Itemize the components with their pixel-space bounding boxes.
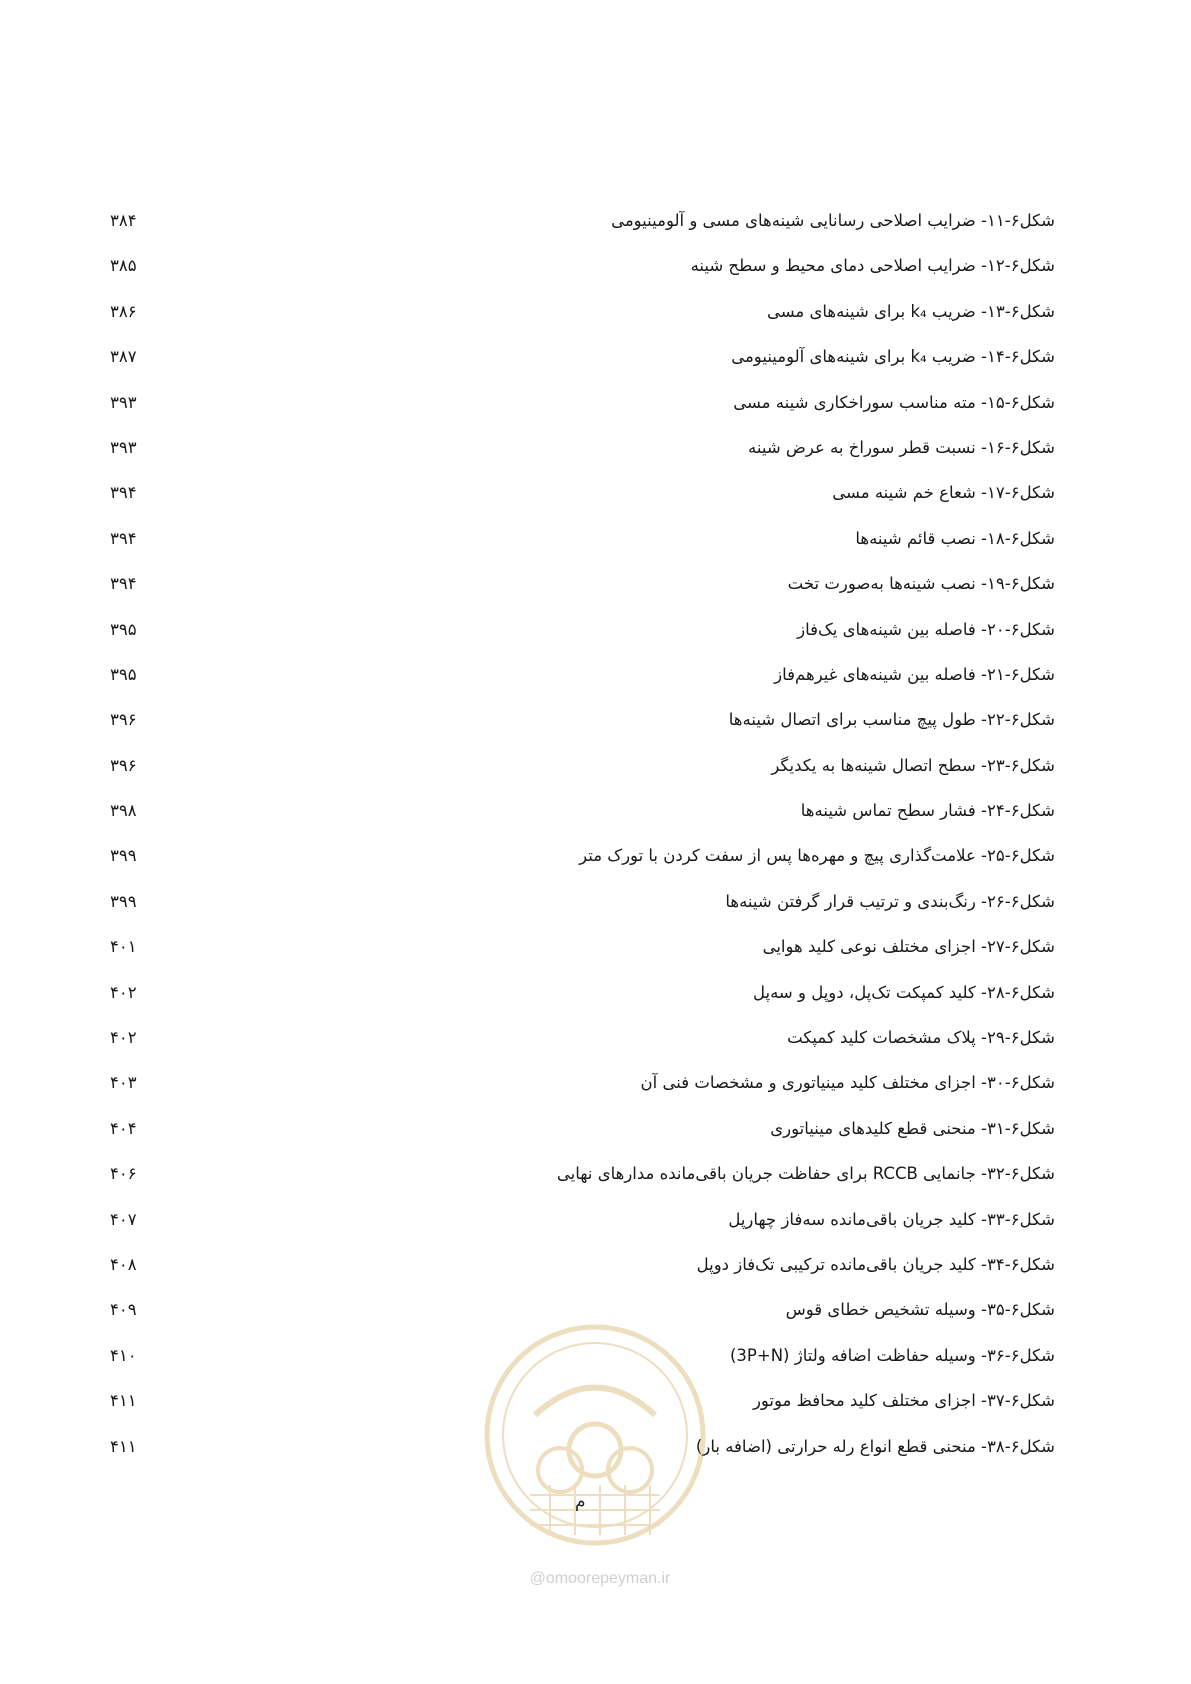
toc-caption: شکل۶-۲۱- فاصله بین شینه‌های غیرهم‌فاز <box>774 664 1055 684</box>
toc-caption: شکل۶-۳۷- اجزای مختلف کلید محافظ موتور <box>752 1391 1055 1411</box>
watermark-text: @omoorepeyman.ir <box>529 1570 671 1587</box>
toc-page-number: ۳۹۳ <box>110 437 137 457</box>
toc-entry <box>110 1209 1055 1254</box>
toc-caption: شکل۶-۱۸- نصب قائم شینه‌ها <box>855 528 1055 548</box>
toc-caption: شکل۶-۲۷- اجزای مختلف نوعی کلید هوایی <box>762 937 1055 957</box>
page-number: م <box>575 1492 586 1512</box>
toc-caption: شکل۶-۲۸- کلید کمپکت تک‌پل، دوپل و سه‌پل <box>753 982 1055 1002</box>
toc-page-number: ۴۰۲ <box>110 982 137 1002</box>
toc-caption: شکل۶-۱۱- ضرایب اصلاحی رسانایی شینه‌های مسی و آلومینیومی <box>611 211 1055 230</box>
toc-page-number: ۴۰۶ <box>110 1164 137 1184</box>
toc-page-number: ۳۹۴ <box>110 483 137 503</box>
toc-entry <box>110 1072 1055 1117</box>
toc-entry <box>110 709 1055 754</box>
toc-caption: شکل۶-۲۰- فاصله بین شینه‌های یک‌فاز <box>797 619 1055 639</box>
toc-entry <box>110 255 1055 300</box>
toc-entry <box>110 528 1055 573</box>
toc-page-number: ۴۱۱ <box>110 1391 137 1411</box>
toc-caption: شکل۶-۲۶- رنگ‌بندی و ترتیب قرار گرفتن شینه‌ها <box>725 891 1055 911</box>
toc-caption: شکل۶-۳۰- اجزای مختلف کلید مینیاتوری و مشخصات فنی آن <box>640 1073 1055 1093</box>
toc-page-number: ۳۸۶ <box>110 301 137 321</box>
toc-caption: شکل۶-۳۱- منحنی قطع کلیدهای مینیاتوری <box>770 1118 1055 1138</box>
toc-page-number: ۳۹۳ <box>110 392 137 412</box>
toc-page-number: ۳۸۵ <box>110 256 137 276</box>
toc-entry <box>110 210 1055 255</box>
toc-page-number: ۴۰۳ <box>110 1073 137 1093</box>
toc-caption: شکل۶-۲۹- پلاک مشخصات کلید کمپکت <box>787 1028 1055 1048</box>
toc-caption: شکل۶-۳۸- منحنی قطع انواع رله حرارتی (اضافه بار) <box>695 1436 1055 1456</box>
toc-page-number: ۳۹۹ <box>110 891 137 911</box>
toc-entry <box>110 891 1055 936</box>
toc-caption: شکل۶-۳۲- جانمایی RCCB برای حفاظت جریان باقی‌مانده مدارهای نهایی <box>556 1164 1055 1184</box>
toc-caption: شکل۶-۲۴- فشار سطح تماس شینه‌ها <box>800 801 1055 821</box>
toc-entry <box>110 1163 1055 1208</box>
toc-caption: شکل۶-۲۵- علامت‌گذاری پیچ و مهره‌ها پس از سفت کردن با تورک متر <box>579 846 1055 866</box>
toc-entry <box>110 845 1055 890</box>
toc-page-number: ۳۹۵ <box>110 664 137 684</box>
toc-caption: شکل۶-۱۹- نصب شینه‌ها به‌صورت تخت <box>787 574 1055 594</box>
toc-entry <box>110 346 1055 391</box>
toc-caption: شکل۶-۱۵- مته مناسب سوراخکاری شینه مسی <box>733 392 1055 412</box>
toc-caption: شکل۶-۳۵- وسیله تشخیص خطای قوس <box>785 1300 1055 1320</box>
toc-page-number: ۴۰۷ <box>110 1209 137 1229</box>
list-of-figures <box>110 210 1055 1481</box>
toc-entry <box>110 800 1055 845</box>
toc-page-number: ۳۹۶ <box>110 755 137 775</box>
toc-page-number: ۳۹۴ <box>110 528 137 548</box>
toc-page-number: ۳۹۴ <box>110 574 137 594</box>
toc-caption: شکل۶-۳۶- وسیله حفاظت اضافه ولتاژ (3P+N) <box>729 1345 1055 1365</box>
toc-entry <box>110 392 1055 437</box>
toc-entry <box>110 936 1055 981</box>
toc-caption: شکل۶-۱۳- ضریب k₄ برای شینه‌های مسی <box>766 301 1055 321</box>
toc-entry <box>110 1254 1055 1299</box>
toc-page-number: ۴۱۱ <box>110 1436 137 1456</box>
toc-page-number: ۳۸۷ <box>110 347 137 367</box>
toc-page-number: ۳۹۸ <box>110 801 137 821</box>
toc-caption: شکل۶-۱۷- شعاع خم شینه مسی <box>832 483 1055 503</box>
toc-entry <box>110 437 1055 482</box>
toc-caption: شکل۶-۳۴- کلید جریان باقی‌مانده ترکیبی تک‌فاز دوپل <box>696 1254 1055 1274</box>
toc-page-number: ۴۰۸ <box>110 1254 137 1274</box>
toc-caption: شکل۶-۳۳- کلید جریان باقی‌مانده سه‌فاز چهارپل <box>728 1209 1055 1229</box>
toc-page-number: ۳۸۴ <box>110 211 137 230</box>
toc-caption: شکل۶-۱۶- نسبت قطر سوراخ به عرض شینه <box>748 437 1055 457</box>
toc-entry <box>110 482 1055 527</box>
toc-caption: شکل۶-۱۴- ضریب k₄ برای شینه‌های آلومینیومی <box>731 347 1055 367</box>
toc-page-number: ۴۰۲ <box>110 1028 137 1048</box>
toc-entry <box>110 664 1055 709</box>
toc-entry <box>110 755 1055 800</box>
toc-page-number: ۳۹۶ <box>110 710 137 730</box>
watermark-seal-icon <box>480 1320 710 1550</box>
toc-page-number: ۴۰۱ <box>110 937 137 957</box>
toc-page-number: ۴۱۰ <box>110 1345 137 1365</box>
toc-entry <box>110 301 1055 346</box>
toc-caption: شکل۶-۲۲- طول پیچ مناسب برای اتصال شینه‌ها <box>728 710 1055 730</box>
toc-entry <box>110 1027 1055 1072</box>
toc-entry <box>110 1118 1055 1163</box>
toc-page-number: ۳۹۹ <box>110 846 137 866</box>
toc-entry <box>110 982 1055 1027</box>
toc-entry <box>110 573 1055 618</box>
toc-entry <box>110 619 1055 664</box>
toc-page-number: ۴۰۹ <box>110 1300 137 1320</box>
toc-caption: شکل۶-۲۳- سطح اتصال شینه‌ها به یکدیگر <box>771 755 1055 775</box>
toc-page-number: ۳۹۵ <box>110 619 137 639</box>
toc-caption: شکل۶-۱۲- ضرایب اصلاحی دمای محیط و سطح شینه <box>690 256 1055 276</box>
toc-page-number: ۴۰۴ <box>110 1118 137 1138</box>
